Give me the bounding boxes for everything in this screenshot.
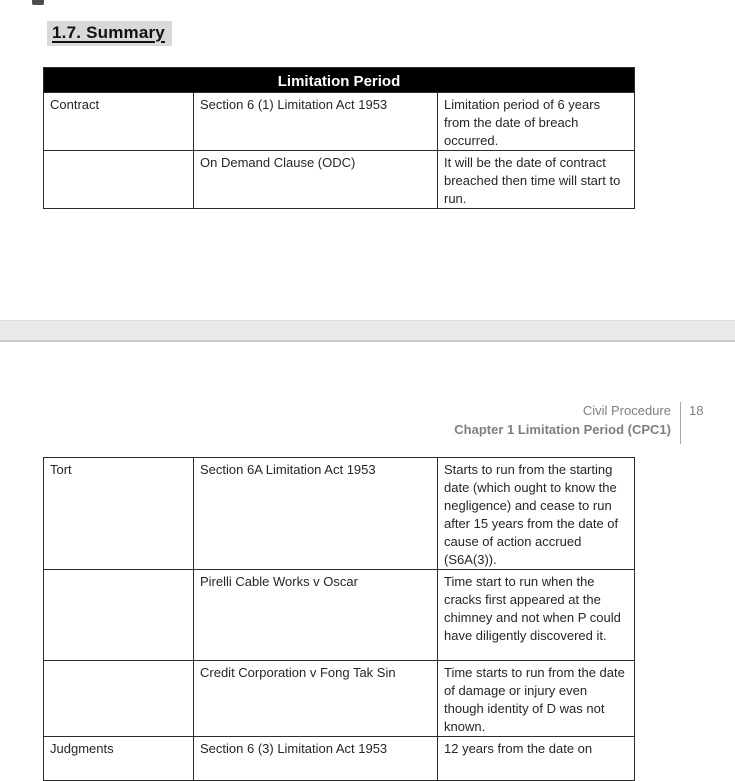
course-title: Civil Procedure — [582, 403, 671, 418]
cell-authority: Pirelli Cable Works v Oscar — [194, 570, 438, 661]
limitation-period-table-page2 — [43, 457, 635, 781]
cell-authority: Credit Corporation v Fong Tak Sin — [194, 661, 438, 737]
table-header-row — [44, 68, 635, 93]
cell-description: Time starts to run from the date of damage or injury even though identity of D was not known. — [438, 661, 635, 737]
table-row — [44, 151, 635, 209]
cell-authority: On Demand Clause (ODC) — [194, 151, 438, 209]
cell-category: Contract — [44, 93, 194, 151]
cell-authority: Section 6 (3) Limitation Act 1953 — [194, 737, 438, 781]
table-row — [44, 570, 635, 661]
cell-description: 12 years from the date on — [438, 737, 635, 781]
table-title: Limitation Period — [44, 68, 635, 93]
section-heading: 1.7. Summary — [47, 21, 172, 46]
table-row — [44, 737, 635, 781]
cell-description: Starts to run from the starting date (which ought to know the negligence) and cease to run after 15 years from the date of cause of action accrued (S6A(3)). — [438, 458, 635, 570]
cell-category: Judgments — [44, 737, 194, 781]
page-break-separator — [0, 320, 735, 342]
running-header — [454, 401, 705, 444]
cell-authority: Section 6A Limitation Act 1953 — [194, 458, 438, 570]
cell-authority: Section 6 (1) Limitation Act 1953 — [194, 93, 438, 151]
table-row — [44, 93, 635, 151]
chapter-title: Chapter 1 Limitation Period (CPC1) — [454, 422, 671, 437]
cell-category: Tort — [44, 458, 194, 570]
cropped-ui-fragment — [32, 0, 44, 5]
page-number: 18 — [689, 403, 704, 418]
header-divider — [680, 402, 681, 444]
cell-description: Time start to run when the cracks first appeared at the chimney and not when P could have diligently discovered it. — [438, 570, 635, 661]
cell-category — [44, 570, 194, 661]
table-row — [44, 661, 635, 737]
limitation-period-table-page1 — [43, 67, 635, 209]
running-header-titles — [454, 401, 671, 444]
cell-category — [44, 661, 194, 737]
table-row — [44, 458, 635, 570]
cell-description: It will be the date of contract breached then time will start to run. — [438, 151, 635, 209]
cell-category — [44, 151, 194, 209]
cell-description: Limitation period of 6 years from the date of breach occurred. — [438, 93, 635, 151]
